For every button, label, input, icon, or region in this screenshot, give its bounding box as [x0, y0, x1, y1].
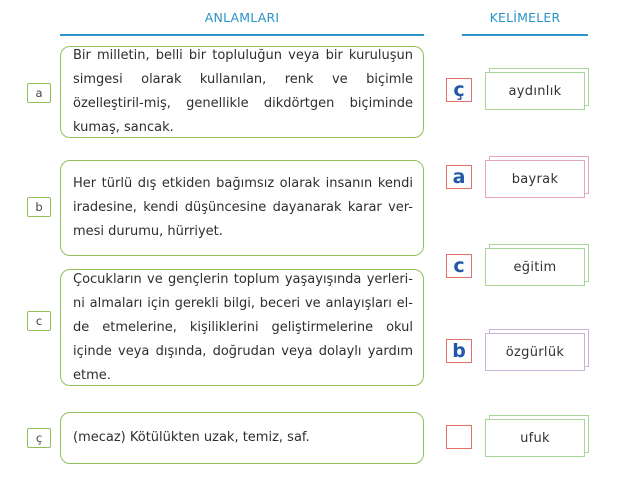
definition-card-b — [60, 160, 424, 256]
word-card-aydinlik: aydınlık — [485, 72, 585, 110]
definition-text-cedilla: (mecaz) Kötülükten uzak, temiz, saf. — [73, 430, 310, 445]
words-header: KELİMELER — [489, 10, 561, 25]
word-card-bayrak: bayrak — [485, 160, 585, 198]
definition-card-c — [60, 269, 424, 386]
definition-card-cedilla — [60, 412, 424, 464]
answer-box-ozgurluk[interactable]: b — [446, 339, 472, 363]
definition-letter-a: a — [27, 83, 51, 103]
definition-text-a: Bir milletin, belli bir topluluğun veya bir kuruluşun simgesi olarak kullanılan, renk ve biçimle özelleştiril-miş, genellikle dikdörtgen biçiminde kumaş, sancak. — [73, 48, 413, 135]
word-card-egitim: eğitim — [485, 248, 585, 286]
definition-letter-cedilla: ç — [27, 428, 51, 448]
definition-letter-c: c — [27, 311, 51, 331]
word-card-ozgurluk: özgürlük — [485, 333, 585, 371]
definition-text-c: Çocukların ve gençlerin toplum yaşayışında yerleri-ni almaları için gerekli bilgi, beceri ve anlayışları el-de etmelerine, kişiliklerini geliştirmelerine okul içinde veya dışında, doğrudan veya dolaylı yardım etme. — [73, 271, 413, 383]
definitions-header-line — [60, 34, 424, 36]
definitions-header: ANLAMLARI — [204, 10, 280, 25]
words-header-line — [462, 34, 588, 36]
answer-box-aydinlik[interactable]: ç — [446, 78, 472, 102]
answer-box-bayrak[interactable]: a — [446, 165, 472, 189]
definition-text-b: Her türlü dış etkiden bağımsız olarak insanın kendi iradesine, kendi düşüncesine dayanarak karar ver-mesi durumu, hürriyet. — [73, 176, 413, 239]
definition-letter-b: b — [27, 197, 51, 217]
word-card-ufuk: ufuk — [485, 419, 585, 457]
definition-card-a — [60, 46, 424, 138]
answer-box-ufuk[interactable] — [446, 425, 472, 449]
answer-box-egitim[interactable]: c — [446, 254, 472, 278]
